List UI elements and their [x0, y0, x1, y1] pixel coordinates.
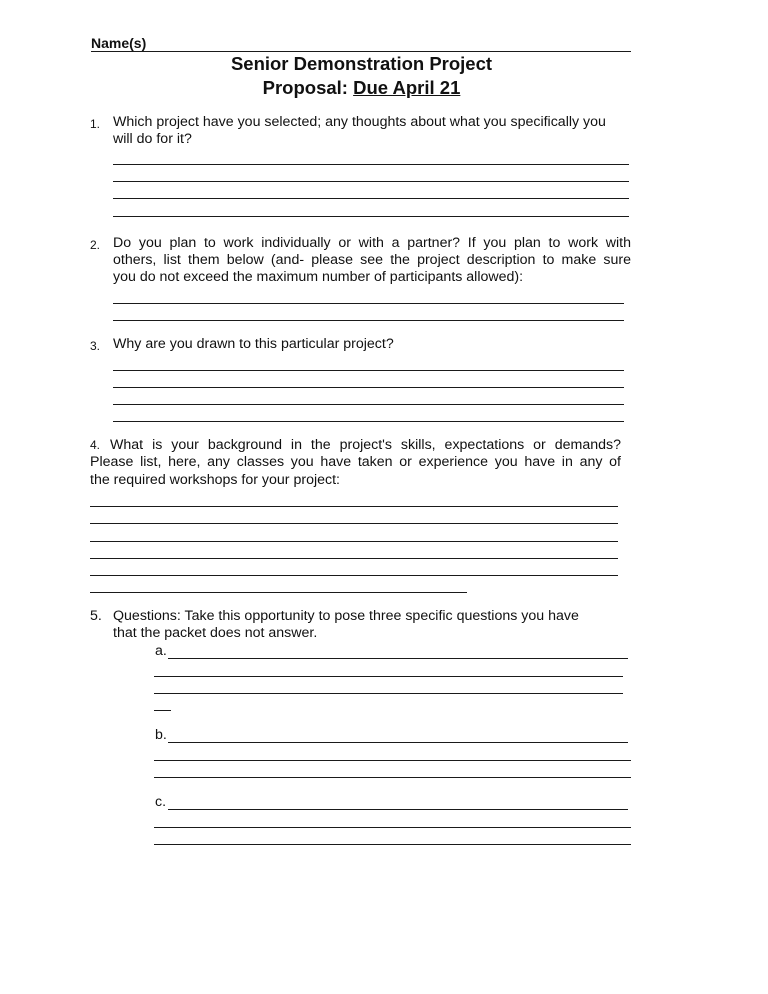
- due-date: Due April 21: [353, 77, 461, 98]
- question-4-text-line-2: Please list, here, any classes you have taken or experience you have in any of: [90, 454, 621, 470]
- question-1-text-line-2: will do for it?: [113, 131, 192, 147]
- page-title: Senior Demonstration Project: [230, 53, 493, 74]
- sub-question-b-label: b.: [155, 727, 167, 743]
- answer-line[interactable]: [90, 558, 618, 559]
- answer-line[interactable]: [113, 198, 629, 199]
- answer-line[interactable]: [168, 742, 628, 743]
- question-1-number: 1.: [90, 117, 101, 131]
- question-3-text: Why are you drawn to this particular project?: [113, 336, 394, 352]
- page-subtitle: [0, 77, 723, 99]
- question-2-number: 2.: [90, 238, 101, 252]
- answer-line[interactable]: [154, 827, 631, 828]
- answer-line[interactable]: [113, 216, 629, 217]
- question-2-text-line-3: you do not exceed the maximum number of participants allowed):: [113, 269, 524, 285]
- answer-line[interactable]: [168, 658, 628, 659]
- answer-line[interactable]: [90, 506, 618, 507]
- proposal-label: Proposal:: [262, 77, 354, 98]
- names-field-line[interactable]: [91, 51, 631, 52]
- answer-line[interactable]: [154, 844, 631, 845]
- answer-line[interactable]: [113, 164, 629, 165]
- answer-line[interactable]: [90, 575, 618, 576]
- question-4-first-line: [90, 437, 621, 454]
- answer-line[interactable]: [154, 777, 631, 778]
- answer-line[interactable]: [113, 387, 624, 388]
- answer-line[interactable]: [113, 370, 624, 371]
- question-3-number: 3.: [90, 339, 101, 353]
- question-4-text-line-1: What is your background in the project's skills, expectations or demands?: [110, 437, 621, 453]
- answer-line[interactable]: [113, 320, 624, 321]
- answer-line[interactable]: [90, 541, 618, 542]
- sub-question-c-label: c.: [155, 794, 167, 810]
- question-4-text-line-3: the required workshops for your project:: [90, 472, 340, 488]
- sub-question-a-label: a.: [155, 643, 167, 659]
- answer-line[interactable]: [113, 421, 624, 422]
- question-1-text-line-1: Which project have you selected; any thoughts about what you specifically you: [113, 114, 606, 130]
- answer-line[interactable]: [154, 760, 631, 761]
- answer-line[interactable]: [113, 404, 624, 405]
- question-2-text-line-2: others, list them below (and- please see the project description to make sure: [113, 252, 631, 268]
- answer-line[interactable]: [154, 710, 171, 711]
- names-label: Name(s): [91, 35, 147, 51]
- answer-line[interactable]: [154, 676, 623, 677]
- answer-line[interactable]: [113, 181, 629, 182]
- question-2-text-line-1: Do you plan to work individually or with a partner? If you plan to work with: [113, 235, 631, 251]
- question-5-number: 5.: [90, 608, 102, 624]
- question-5-text-line-2: that the packet does not answer.: [113, 625, 318, 641]
- answer-line[interactable]: [168, 809, 628, 810]
- question-4-number: 4.: [90, 438, 101, 452]
- answer-line[interactable]: [90, 592, 467, 593]
- answer-line[interactable]: [90, 523, 618, 524]
- question-5-text-line-1: Questions: Take this opportunity to pose three specific questions you have: [113, 608, 579, 624]
- answer-line[interactable]: [154, 693, 623, 694]
- answer-line[interactable]: [113, 303, 624, 304]
